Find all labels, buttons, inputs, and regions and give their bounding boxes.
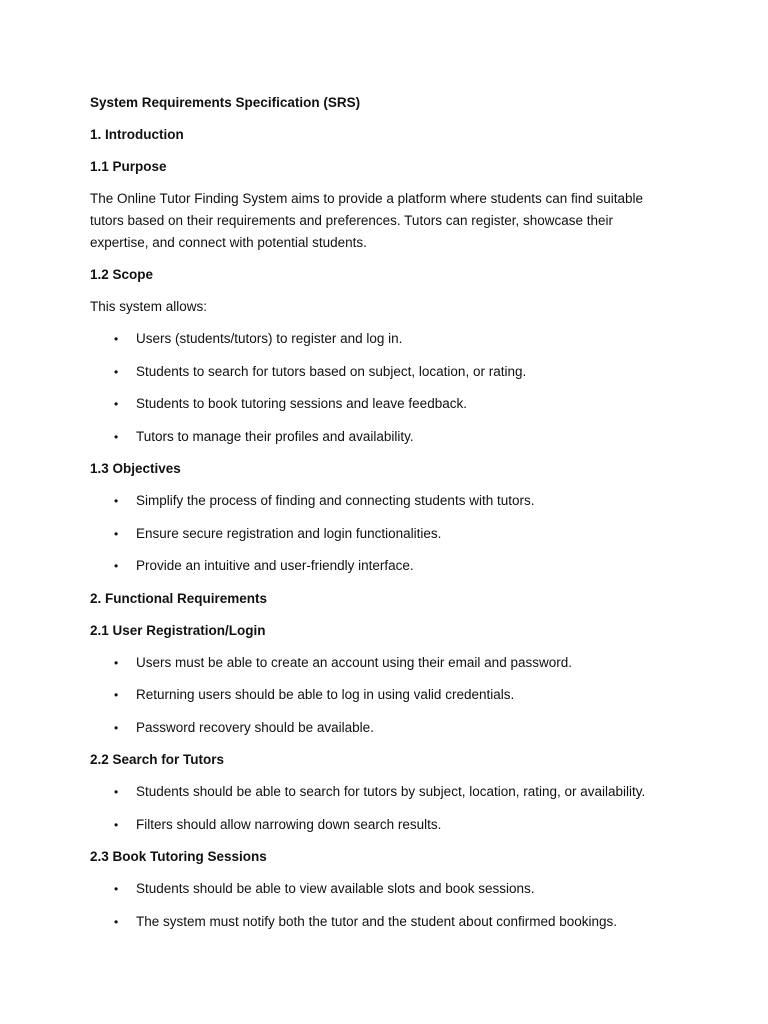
list-item <box>90 328 690 350</box>
bullet-icon: • <box>114 397 119 411</box>
list-item-text: Students should be able to search for tutors by subject, location, rating, or availability. <box>136 784 646 799</box>
section-introduction-heading: 1. Introduction <box>90 127 184 142</box>
section-booking-heading: 2.3 Book Tutoring Sessions <box>90 849 267 864</box>
section-scope-heading: 1.2 Scope <box>90 267 154 282</box>
list-item <box>90 717 690 739</box>
bullet-icon: • <box>114 332 119 346</box>
list-item-text: Ensure secure registration and login functionalities. <box>136 525 442 541</box>
bullet-icon: • <box>114 720 119 735</box>
list-item-text: Provide an intuitive and user-friendly interface. <box>136 558 414 573</box>
list-item-text: Students to book tutoring sessions and leave feedback. <box>136 396 467 411</box>
bullet-icon: • <box>114 785 119 799</box>
list-item-text: The system must notify both the tutor and the student about confirmed bookings. <box>136 913 618 929</box>
section-search-heading: 2.2 Search for Tutors <box>90 752 225 767</box>
list-item-text: Students to search for tutors based on subject, location, or rating. <box>136 363 527 379</box>
bullet-icon: • <box>114 882 119 896</box>
bullet-icon: • <box>114 494 119 508</box>
list-item <box>90 652 690 674</box>
list-item-text: Password recovery should be available. <box>136 719 374 735</box>
scope-list <box>90 328 690 448</box>
list-item <box>90 781 690 803</box>
document-body <box>90 92 690 943</box>
document-title: System Requirements Specification (SRS) <box>90 95 361 110</box>
list-item <box>90 684 690 706</box>
bullet-icon: • <box>114 429 119 444</box>
list-item <box>90 555 690 577</box>
list-item <box>90 878 690 900</box>
section-functional-heading: 2. Functional Requirements <box>90 590 268 606</box>
section-objectives-heading: 1.3 Objectives <box>90 461 181 476</box>
list-item-text: Users must be able to create an account using their email and password. <box>136 654 572 670</box>
bullet-icon: • <box>114 817 119 832</box>
list-item <box>90 911 690 933</box>
registration-list <box>90 652 690 739</box>
list-item-text: Returning users should be able to log in using valid credentials. <box>136 687 515 702</box>
section-registration-heading: 2.1 User Registration/Login <box>90 622 266 638</box>
purpose-paragraph: The Online Tutor Finding System aims to provide a platform where students can find suitable tutors based on their requirements and preferences. Tutors can register, showcase their expertise, and connect with potential students. <box>90 191 644 250</box>
bullet-icon: • <box>114 914 119 929</box>
list-item-text: Tutors to manage their profiles and availability. <box>136 428 414 444</box>
bullet-icon: • <box>114 526 119 541</box>
list-item <box>90 523 690 545</box>
list-item <box>90 361 690 383</box>
bullet-icon: • <box>114 688 119 702</box>
section-purpose-heading: 1.1 Purpose <box>90 159 167 174</box>
scope-intro-text: This system allows: <box>90 299 208 314</box>
bullet-icon: • <box>114 364 119 379</box>
list-item-text: Students should be able to view available slots and book sessions. <box>136 881 535 896</box>
bullet-icon: • <box>114 559 119 573</box>
bullet-icon: • <box>114 655 119 670</box>
list-item-text: Users (students/tutors) to register and log in. <box>136 331 403 346</box>
list-item <box>90 393 690 415</box>
list-item <box>90 490 690 512</box>
list-item-text: Filters should allow narrowing down search results. <box>136 816 442 832</box>
list-item <box>90 814 690 836</box>
booking-list <box>90 878 690 933</box>
list-item <box>90 426 690 448</box>
search-list <box>90 781 690 836</box>
list-item-text: Simplify the process of finding and connecting students with tutors. <box>136 493 535 508</box>
objectives-list <box>90 490 690 577</box>
